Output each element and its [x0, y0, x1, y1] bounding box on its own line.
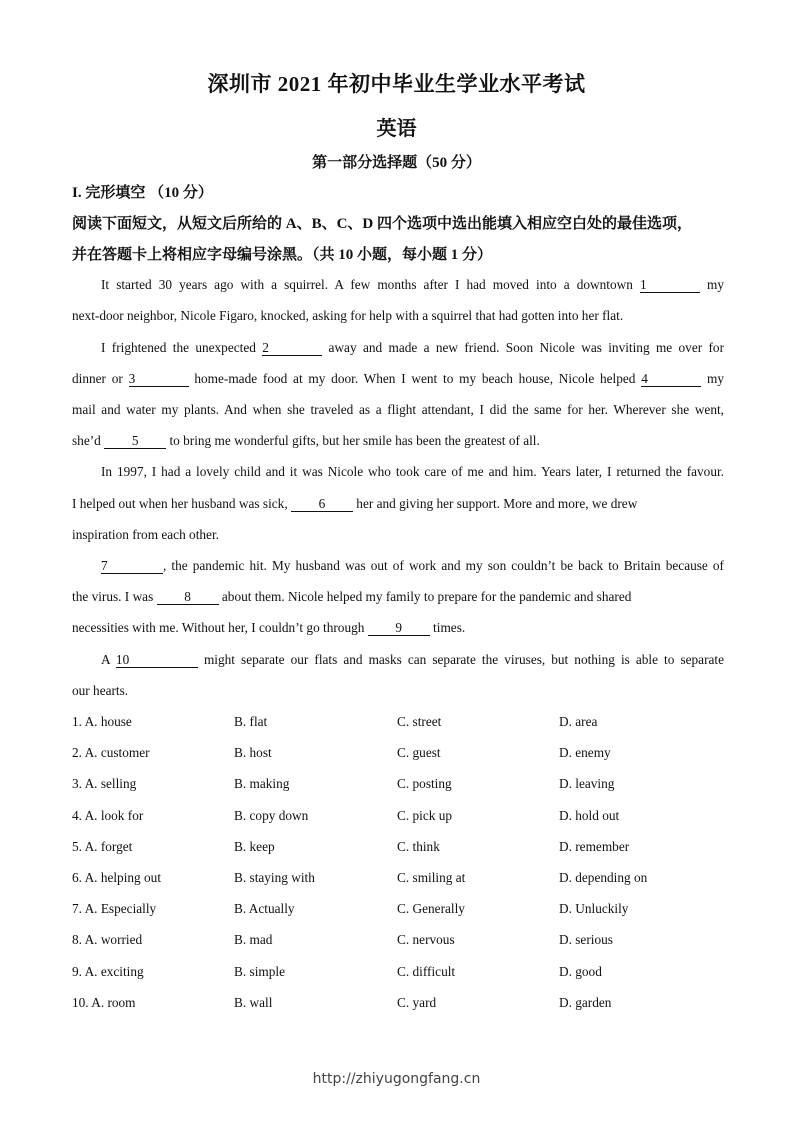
option-c: C. think — [397, 839, 440, 854]
question-options — [72, 995, 732, 1013]
question-options — [72, 808, 732, 826]
option-b: B. host — [234, 745, 272, 760]
passage-line — [72, 620, 724, 636]
passage-text: , the pandemic hit. My husband was out of work and my son couldn’t be back to Britain because of — [163, 558, 724, 573]
subject-title: 英语 — [376, 118, 417, 140]
option-b: B. keep — [234, 839, 275, 854]
option-c: C. guest — [397, 745, 441, 760]
instruction-line-2: 并在答题卡上将相应字母编号涂黑。（共 10 小题，每小题 1 分） — [72, 247, 493, 263]
option-d: D. serious — [559, 932, 613, 947]
question-options — [72, 776, 732, 794]
option-a: 2. A. customer — [72, 745, 150, 760]
passage-text: my — [699, 277, 724, 292]
passage-line: In 1997, I had a lovely child and it was Nicole who took care of me and him. Years later, I returned the favour. — [101, 464, 724, 479]
blank-7: 7 — [101, 559, 163, 574]
question-options — [72, 714, 732, 732]
blank-5: 5 — [104, 434, 166, 449]
passage-text: I frightened the unexpected — [101, 340, 263, 355]
passage-line: mail and water my plants. And when she traveled as a flight attendant, I did the same for her. Wherever she went, — [72, 402, 724, 417]
option-c: C. Generally — [397, 901, 465, 916]
passage-text: the virus. I was — [72, 589, 157, 604]
option-a: 1. A. house — [72, 714, 132, 729]
passage-line — [72, 433, 724, 449]
passage-text: away and made a new friend. Soon Nicole was inviting me over for — [322, 340, 724, 355]
passage-text: my — [701, 371, 724, 386]
passage-text: might separate our flats and masks can separate the viruses, but nothing is able to separate — [197, 652, 724, 667]
option-c: C. smiling at — [397, 870, 466, 885]
instruction-line-1: 阅读下面短文，从短文后所给的 A、B、C、D 四个选项中选出能填入相应空白处的最佳选项， — [72, 216, 693, 232]
question-options — [72, 901, 732, 919]
option-d: D. garden — [559, 995, 612, 1010]
passage-text: about them. Nicole helped my family to prepare for the pandemic and shared — [218, 589, 632, 604]
passage-line — [72, 277, 724, 293]
option-d: D. area — [559, 714, 598, 729]
option-b: B. mad — [234, 932, 273, 947]
blank-10: 10 — [116, 653, 198, 668]
passage-line — [72, 496, 724, 512]
passage-text: she’d — [72, 433, 105, 448]
passage-text: her and giving her support. More and more, we drew — [352, 496, 638, 511]
blank-4: 4 — [641, 372, 701, 387]
blank-3: 3 — [129, 372, 189, 387]
passage-text: A — [101, 652, 116, 667]
option-d: D. depending on — [559, 870, 648, 885]
passage-text: dinner or — [72, 371, 129, 386]
option-a: 8. A. worried — [72, 932, 143, 947]
option-b: B. wall — [234, 995, 273, 1010]
passage-line: next-door neighbor, Nicole Figaro, knocked, asking for help with a squirrel that had gotten into her flat. — [72, 308, 624, 323]
option-a: 5. A. forget — [72, 839, 133, 854]
option-c: C. yard — [397, 995, 437, 1010]
part-heading: 第一部分选择题（50 分） — [312, 155, 481, 171]
blank-6: 6 — [291, 497, 353, 512]
option-d: D. Unluckily — [559, 901, 629, 916]
option-b: B. simple — [234, 964, 285, 979]
option-d: D. enemy — [559, 745, 611, 760]
option-a: 10. A. room — [72, 995, 136, 1010]
option-b: B. Actually — [234, 901, 295, 916]
passage-line — [72, 589, 724, 605]
passage-text: It started 30 years ago with a squirrel. A few months after I had moved into a downtown — [101, 277, 640, 292]
option-a: 7. A. Especially — [72, 901, 157, 916]
option-b: B. copy down — [234, 808, 309, 823]
passage-line — [72, 371, 724, 387]
option-c: C. posting — [397, 776, 452, 791]
passage-line: our hearts. — [72, 683, 129, 698]
question-options — [72, 870, 732, 888]
question-options — [72, 964, 732, 982]
option-a: 9. A. exciting — [72, 964, 144, 979]
option-a: 3. A. selling — [72, 776, 137, 791]
question-options — [72, 839, 732, 857]
option-c: C. difficult — [397, 964, 456, 979]
option-b: B. staying with — [234, 870, 315, 885]
exam-title: 深圳市 2021 年初中毕业生学业水平考试 — [207, 72, 586, 96]
section-heading: I. 完形填空 （10 分） — [72, 185, 213, 201]
footer-url: http://zhiyugongfang.cn — [312, 1071, 481, 1087]
passage-line — [72, 558, 724, 574]
blank-1: 1 — [640, 278, 700, 293]
passage-text: necessities with me. Without her, I couldn’t go through — [72, 620, 368, 635]
passage-line — [72, 340, 724, 356]
passage-text: home-made food at my door. When I went to my beach house, Nicole helped — [188, 371, 642, 386]
option-d: D. hold out — [559, 808, 620, 823]
question-options — [72, 745, 732, 763]
blank-2: 2 — [262, 341, 322, 356]
option-b: B. flat — [234, 714, 268, 729]
blank-9: 9 — [368, 621, 430, 636]
question-options — [72, 932, 732, 950]
option-d: D. remember — [559, 839, 630, 854]
passage-text: times. — [429, 620, 466, 635]
passage-text: to bring me wonderful gifts, but her smile has been the greatest of all. — [166, 433, 540, 448]
option-c: C. pick up — [397, 808, 453, 823]
option-a: 6. A. helping out — [72, 870, 162, 885]
option-d: D. leaving — [559, 776, 615, 791]
option-c: C. street — [397, 714, 442, 729]
option-b: B. making — [234, 776, 290, 791]
blank-8: 8 — [157, 590, 219, 605]
option-a: 4. A. look for — [72, 808, 144, 823]
option-c: C. nervous — [397, 932, 455, 947]
option-d: D. good — [559, 964, 602, 979]
passage-text: I helped out when her husband was sick, — [72, 496, 291, 511]
passage-line — [72, 652, 724, 668]
passage-line: inspiration from each other. — [72, 527, 219, 542]
